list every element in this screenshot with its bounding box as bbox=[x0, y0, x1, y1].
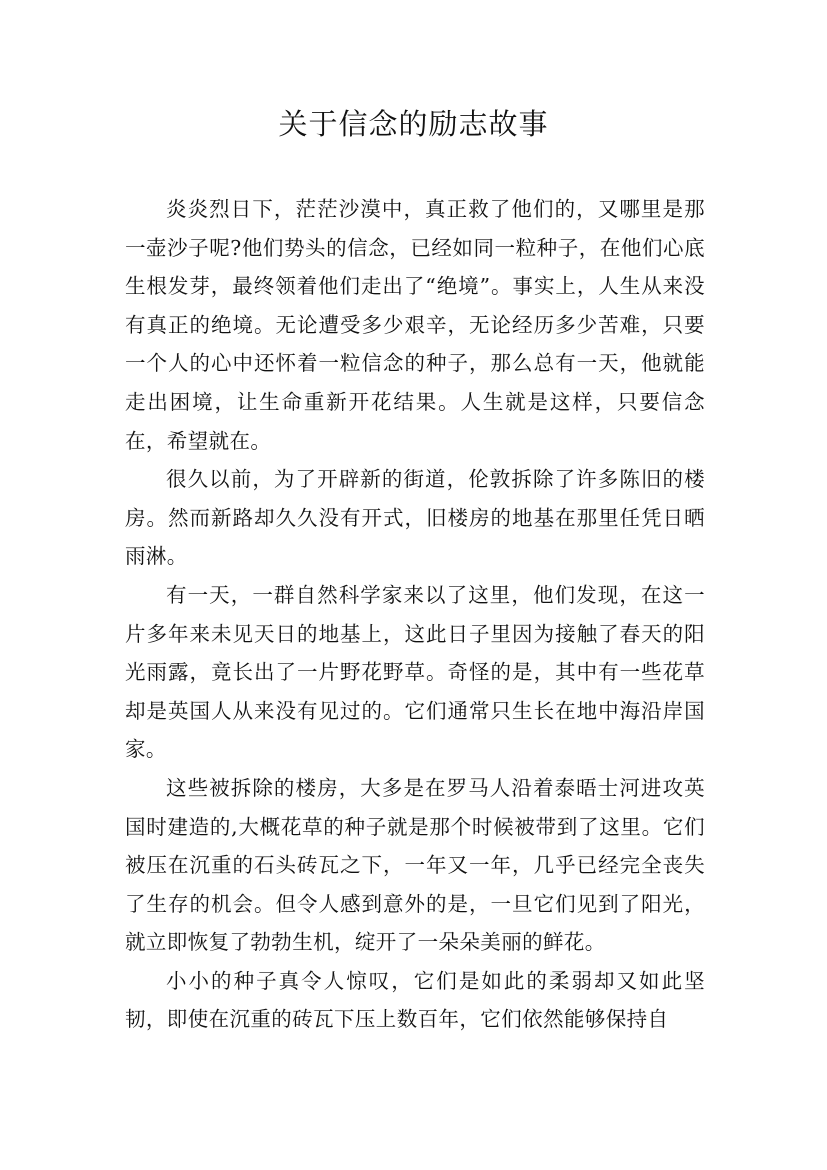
paragraph-3: 有一天，一群自然科学家来以了这里，他们发现，在这一片多年来未见天日的地基上，这此日子里因为接触了春天的阳光雨露，竟长出了一片野花野草。奇怪的是，其中有一些花草却是英国人从来没有见过的。它们通常只生长在地中海沿岸国家。 bbox=[125, 582, 705, 762]
document-body bbox=[125, 190, 705, 1039]
paragraph-1: 炎炎烈日下，茫茫沙漠中，真正救了他们的，又哪里是那一壶沙子呢?他们势头的信念，已经如同一粒种子，在他们心底生根发芽，最终领着他们走出了“绝境”。事实上，人生从来没有真正的绝境。无论遭受多少艰辛，无论经历多少苦难，只要一个人的心中还怀着一粒信念的种子，那么总有一天，他就能走出困境，让生命重新开花结果。人生就是这样，只要信念在，希望就在。 bbox=[125, 197, 705, 453]
paragraph-2: 很久以前，为了开辟新的街道，伦敦拆除了许多陈旧的楼房。然而新路却久久没有开式，旧楼房的地基在那里任凭日晒雨淋。 bbox=[125, 467, 705, 569]
paragraph-5: 小小的种子真令人惊叹，它们是如此的柔弱却又如此坚韧，即使在沉重的砖瓦下压上数百年，它们依然能够保持自 bbox=[125, 968, 705, 1032]
document-title: 关于信念的励志故事 bbox=[278, 107, 549, 141]
paragraph-4: 这些被拆除的楼房，大多是在罗马人沿着泰晤士河进攻英国时建造的,大概花草的种子就是那个时候被带到了这里。它们被压在沉重的石头砖瓦之下，一年又一年，几乎已经完全丧失了生存的机会。但令人感到意外的是，一旦它们见到了阳光，就立即恢复了勃勃生机，绽开了一朵朵美丽的鲜花。 bbox=[125, 775, 705, 955]
